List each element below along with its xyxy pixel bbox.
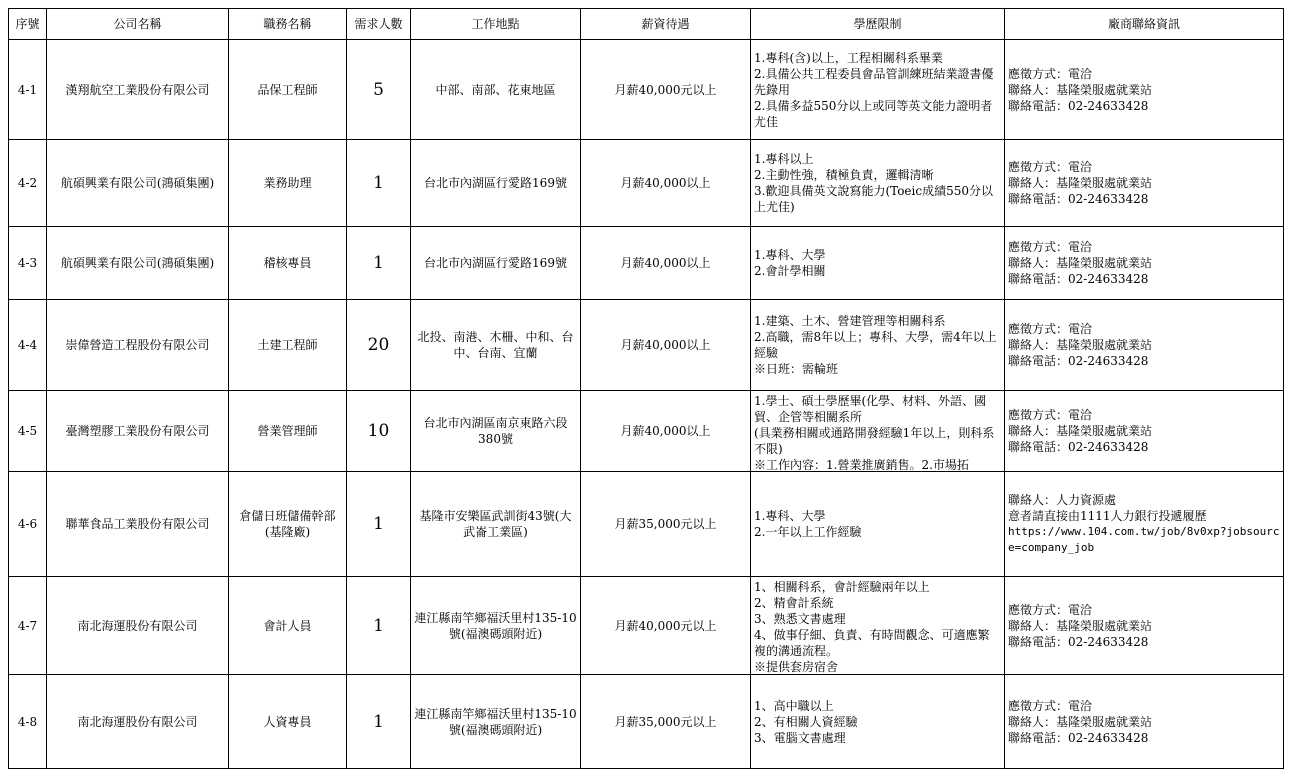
row-number: 4-3: [9, 227, 47, 300]
requirement-line: 2.一年以上工作經驗: [754, 525, 862, 539]
contact-info: [1005, 227, 1284, 300]
company-name: 漢翔航空工業股份有限公司: [47, 40, 229, 140]
contact-line: 聯絡人：基隆榮服處就業站: [1008, 714, 1153, 729]
work-location: 台北市內湖區南京東路六段380號: [411, 391, 581, 472]
requirement-line: 4、做事仔細、負責、有時間觀念、可適應繁複的溝通流程。: [754, 627, 990, 658]
contact-line: 聯絡人：基隆榮服處就業站: [1008, 338, 1153, 352]
contact-line: 應徵方式：電洽: [1008, 322, 1093, 336]
table-row: [9, 391, 1284, 472]
job-title: 會計人員: [229, 577, 347, 675]
contact-line: 聯絡人：基隆榮服處就業站: [1008, 618, 1153, 633]
contact-line: 應徵方式：電洽: [1008, 408, 1093, 422]
contact-line: 聯絡人：基隆榮服處就業站: [1008, 176, 1153, 190]
headcount: 20: [347, 300, 411, 391]
row-number: 4-2: [9, 140, 47, 227]
contact-line: 聯絡電話：02-24633428: [1008, 634, 1149, 649]
job-title: 土建工程師: [229, 300, 347, 391]
salary: 月薪35,000元以上: [581, 472, 751, 577]
row-number: 4-8: [9, 675, 47, 769]
row-number: 4-4: [9, 300, 47, 391]
salary: 月薪40,000以上: [581, 140, 751, 227]
headcount: 1: [347, 472, 411, 577]
row-number: 4-6: [9, 472, 47, 577]
requirement-line: 3、熟悉文書處理: [754, 611, 846, 626]
company-name: 聯華食品工業股份有限公司: [47, 472, 229, 577]
requirement-line: 1、高中職以上: [754, 698, 834, 713]
requirements: [751, 472, 1005, 577]
work-location: 中部、南部、花東地區: [411, 40, 581, 140]
header-requirements: 學歷限制: [751, 9, 1005, 40]
row-number: 4-1: [9, 40, 47, 140]
row-number: 4-7: [9, 577, 47, 675]
contact-line: 應徵方式：電洽: [1008, 160, 1093, 174]
contact-line: 聯絡電話：02-24633428: [1008, 192, 1149, 206]
contact-info: [1005, 472, 1284, 577]
job-title: 營業管理師: [229, 391, 347, 472]
headcount: 5: [347, 40, 411, 140]
job-title: 人資專員: [229, 675, 347, 769]
requirement-line: 3、電腦文書處理: [754, 730, 846, 745]
company-name: 南北海運股份有限公司: [47, 675, 229, 769]
salary: 月薪40,000以上: [581, 227, 751, 300]
requirement-line: ※工作內容：1.營業推廣銷售。2.市場拓: [754, 457, 969, 470]
requirement-line: 2.高職，需8年以上；專科、大學，需4年以上經驗: [754, 330, 997, 360]
requirements: [751, 140, 1005, 227]
table-row: [9, 40, 1284, 140]
requirement-line: ※日班：需輪班: [754, 362, 839, 376]
contact-line: 應徵方式：電洽: [1008, 240, 1093, 254]
company-name: 崇偉營造工程股份有限公司: [47, 300, 229, 391]
header-title: 職務名稱: [229, 9, 347, 40]
company-name: 南北海運股份有限公司: [47, 577, 229, 675]
table-row: [9, 300, 1284, 391]
work-location: 台北市內湖區行愛路169號: [411, 227, 581, 300]
job-title: 業務助理: [229, 140, 347, 227]
requirements: [751, 391, 1005, 472]
requirement-line: 1.建築、土木、營建管理等相關科系: [754, 314, 946, 328]
jobs-table: [8, 8, 1284, 769]
requirement-line: 1.專科(含)以上，工程相關科系畢業: [754, 50, 943, 65]
requirement-line: 2.具備公共工程委員會品管訓練班結業證書優先錄用: [754, 66, 994, 97]
table-row: [9, 140, 1284, 227]
work-location: 北投、南港、木柵、中和、台中、台南、宜蘭: [411, 300, 581, 391]
work-location: 連江縣南竿鄉福沃里村135-10號(福澳碼頭附近): [411, 577, 581, 675]
contact-info: [1005, 300, 1284, 391]
contact-line: 意者請直接由1111人力銀行投遞履歷: [1008, 509, 1207, 523]
contact-line: 應徵方式：電洽: [1008, 698, 1093, 713]
company-name: 航碩興業有限公司(鴻碩集團): [47, 140, 229, 227]
requirement-line: 2.會計學相關: [754, 264, 826, 278]
salary: 月薪40,000以上: [581, 391, 751, 472]
job-title: 倉儲日班儲備幹部(基隆廠): [229, 472, 347, 577]
headcount: 1: [347, 675, 411, 769]
requirement-line: ※提供套房宿舍: [754, 659, 839, 673]
requirement-line: 2、有相關人資經驗: [754, 714, 858, 729]
requirements: [751, 227, 1005, 300]
contact-line: 應徵方式：電洽: [1008, 66, 1093, 81]
requirements: [751, 40, 1005, 140]
header-location: 工作地點: [411, 9, 581, 40]
table-row: [9, 227, 1284, 300]
row-number: 4-5: [9, 391, 47, 472]
headcount: 1: [347, 227, 411, 300]
contact-info: [1005, 40, 1284, 140]
header-salary: 薪資待遇: [581, 9, 751, 40]
requirement-line: 2.具備多益550分以上或同等英文能力證明者尤佳: [754, 98, 993, 129]
headcount: 10: [347, 391, 411, 472]
requirement-line: 1.專科、大學: [754, 248, 826, 262]
header-contact: 廠商聯絡資訊: [1005, 9, 1284, 40]
requirement-line: 1.專科、大學: [754, 509, 826, 523]
contact-url: https://www.104.com.tw/job/8v0xp?jobsource=company_job: [1008, 525, 1280, 554]
contact-info: [1005, 140, 1284, 227]
work-location: 基隆市安樂區武訓街43號(大武崙工業區): [411, 472, 581, 577]
work-location: 連江縣南竿鄉福沃里村135-10號(福澳碼頭附近): [411, 675, 581, 769]
requirements: [751, 675, 1005, 769]
requirement-line: 1.專科以上: [754, 152, 814, 166]
contact-line: 聯絡人：基隆榮服處就業站: [1008, 82, 1153, 97]
salary: 月薪40,000元以上: [581, 577, 751, 675]
table-row: [9, 675, 1284, 769]
contact-info: [1005, 577, 1284, 675]
table-row: [9, 577, 1284, 675]
requirement-line: 2、精會計系統: [754, 595, 834, 610]
contact-line: 聯絡電話：02-24633428: [1008, 440, 1149, 454]
contact-info: [1005, 675, 1284, 769]
contact-line: 聯絡電話：02-24633428: [1008, 354, 1149, 368]
header-row: [9, 9, 1284, 40]
requirement-line: 1.學士、碩士學歷畢(化學、材料、外語、國貿、企管等相關系所: [754, 393, 987, 424]
job-title: 稽核專員: [229, 227, 347, 300]
requirement-line: (具業務相關或通路開發經驗1年以上，則科系不限): [754, 425, 995, 456]
requirement-line: 2.主動性強，積極負責，邏輯清晰: [754, 168, 934, 182]
requirement-line: 1、相關科系，會計經驗兩年以上: [754, 579, 930, 594]
headcount: 1: [347, 577, 411, 675]
contact-info: [1005, 391, 1284, 472]
requirement-line: 3.歡迎具備英文說寫能力(Toeic成績550分以上尤佳): [754, 184, 993, 214]
contact-line: 聯絡電話：02-24633428: [1008, 730, 1149, 745]
contact-line: 聯絡電話：02-24633428: [1008, 98, 1149, 113]
contact-line: 應徵方式：電洽: [1008, 602, 1093, 617]
header-company: 公司名稱: [47, 9, 229, 40]
header-no: 序號: [9, 9, 47, 40]
contact-line: 聯絡電話：02-24633428: [1008, 272, 1149, 286]
requirements: [751, 577, 1005, 675]
job-title: 品保工程師: [229, 40, 347, 140]
contact-line: 聯絡人：人力資源處: [1008, 493, 1117, 507]
salary: 月薪35,000元以上: [581, 675, 751, 769]
company-name: 臺灣塑膠工業股份有限公司: [47, 391, 229, 472]
company-name: 航碩興業有限公司(鴻碩集團): [47, 227, 229, 300]
header-count: 需求人數: [347, 9, 411, 40]
salary: 月薪40,000以上: [581, 300, 751, 391]
table-row: [9, 472, 1284, 577]
contact-line: 聯絡人：基隆榮服處就業站: [1008, 256, 1153, 270]
salary: 月薪40,000元以上: [581, 40, 751, 140]
requirements: [751, 300, 1005, 391]
work-location: 台北市內湖區行愛路169號: [411, 140, 581, 227]
headcount: 1: [347, 140, 411, 227]
contact-line: 聯絡人：基隆榮服處就業站: [1008, 424, 1153, 438]
